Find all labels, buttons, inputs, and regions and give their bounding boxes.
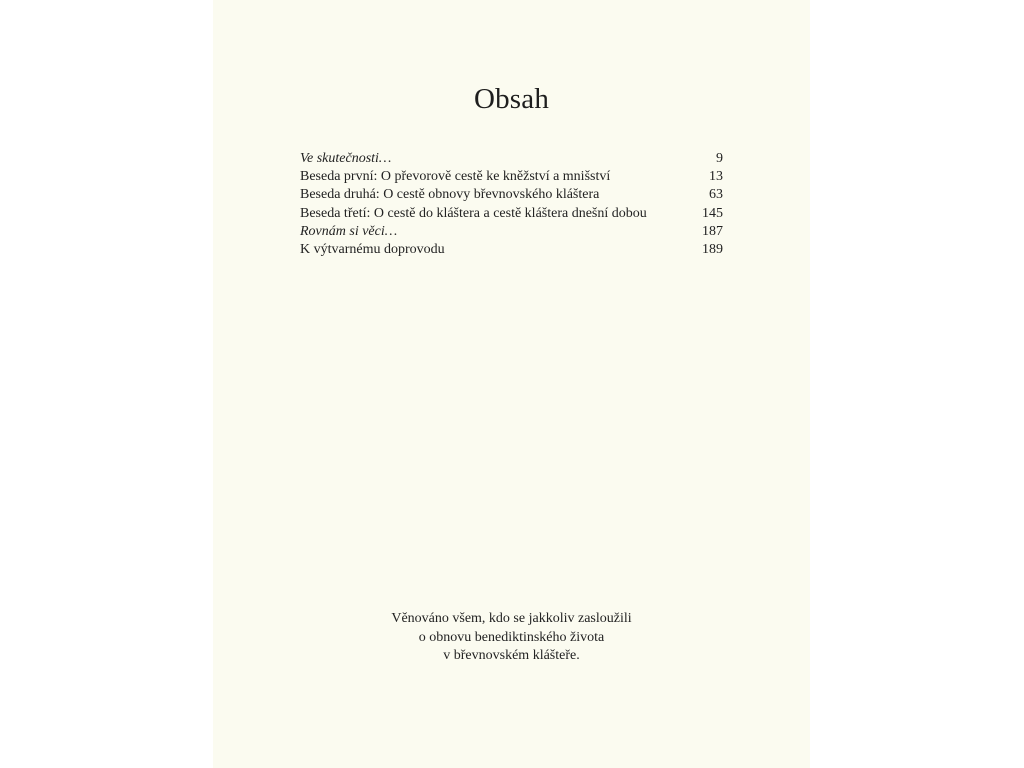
toc-entry-page: 13 [709,169,723,185]
table-of-contents [300,150,723,259]
toc-entry-title: Beseda druhá: O cestě obnovy břevnovského kláštera [300,187,600,203]
toc-entry-page: 189 [702,242,723,258]
toc-entry [300,205,723,223]
toc-entry [300,186,723,204]
toc-entry-title: Rovnám si věci… [300,223,398,239]
toc-entry-page: 63 [709,187,723,203]
toc-entry [300,168,723,186]
toc-entry [300,150,723,168]
toc-entry-title: K výtvarnému doprovodu [300,242,445,258]
dedication-line: o obnovu benediktinského života [418,629,605,645]
toc-entry [300,223,723,241]
toc-entry-title: Beseda první: O převorově cestě ke kněžství a mnišství [300,169,611,185]
dedication-line: Věnováno všem, kdo se jakkoliv zasloužili [391,611,632,626]
page-title: Obsah [473,83,550,115]
dedication-line: v břevnovském klášteře. [443,648,580,663]
toc-entry-title: Ve skutečnosti… [300,151,392,166]
book-page [213,0,810,768]
toc-entry [300,241,723,259]
toc-entry-page: 9 [716,151,723,166]
dedication [213,610,810,666]
toc-entry-page: 145 [702,205,723,221]
toc-entry-title: Beseda třetí: O cestě do kláštera a cestě kláštera dnešní dobou [300,205,647,221]
toc-entry-page: 187 [702,223,723,239]
